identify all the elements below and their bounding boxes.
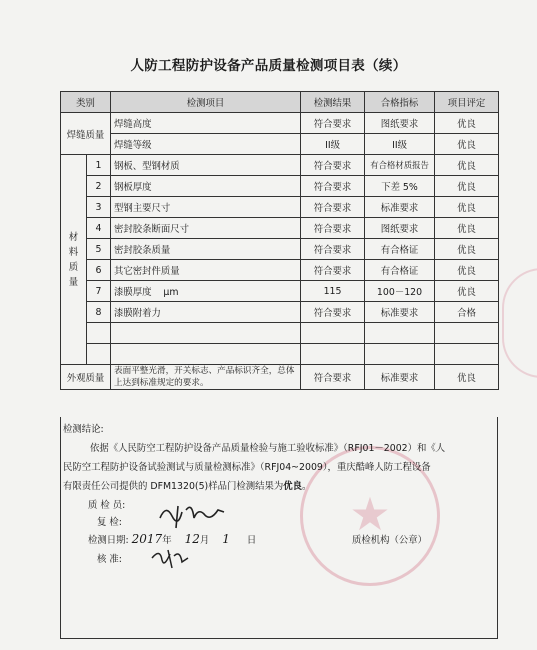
table-row bbox=[61, 134, 499, 155]
row-item: 密封胶条断面尺寸 bbox=[111, 218, 301, 239]
row-rating: 优良 bbox=[435, 239, 499, 260]
material-category-label: 材料质量 bbox=[68, 231, 79, 288]
row-number: 7 bbox=[87, 281, 111, 302]
row-number: 6 bbox=[87, 260, 111, 281]
row-number: 5 bbox=[87, 239, 111, 260]
table-row bbox=[61, 197, 499, 218]
row-rating: 优良 bbox=[435, 176, 499, 197]
table-row bbox=[61, 365, 499, 390]
date-day: 1 bbox=[222, 532, 230, 546]
table-row bbox=[61, 260, 499, 281]
table-row bbox=[61, 113, 499, 134]
reviewer-signature bbox=[158, 500, 228, 530]
row-standard: 标准要求 bbox=[365, 365, 435, 390]
row-item: 焊缝高度 bbox=[111, 113, 301, 134]
row-standard: 100－120 bbox=[365, 281, 435, 302]
row-rating: 合格 bbox=[435, 302, 499, 323]
header-rating: 项目评定 bbox=[435, 92, 499, 113]
row-item: 钢板厚度 bbox=[111, 176, 301, 197]
page-title: 人防工程防护设备产品质量检测项目表（续） bbox=[130, 58, 407, 74]
header-category: 类别 bbox=[61, 92, 111, 113]
conclusion-line-3 bbox=[63, 478, 311, 492]
table-row bbox=[61, 155, 499, 176]
row-rating: 优良 bbox=[435, 197, 499, 218]
header-item: 检测项目 bbox=[111, 92, 301, 113]
seal-stamp-edge bbox=[502, 268, 537, 378]
row-number: 8 bbox=[87, 302, 111, 323]
row-item: 漆膜附着力 bbox=[111, 302, 301, 323]
date-row bbox=[88, 532, 256, 546]
row-standard: 图纸要求 bbox=[365, 113, 435, 134]
approver-label: 核 准: bbox=[97, 554, 122, 565]
inspector-label: 质 检 员: bbox=[88, 500, 126, 511]
conclusion-result: 优良 bbox=[283, 481, 302, 492]
row-result: 115 bbox=[301, 281, 365, 302]
row-result: 符合要求 bbox=[301, 239, 365, 260]
row-standard: 图纸要求 bbox=[365, 218, 435, 239]
row-number: 1 bbox=[87, 155, 111, 176]
row-result: 符合要求 bbox=[301, 197, 365, 218]
date-month: 12 bbox=[184, 532, 200, 546]
table-row bbox=[61, 302, 499, 323]
row-result: 符合要求 bbox=[301, 155, 365, 176]
row-standard: 标准要求 bbox=[365, 302, 435, 323]
agency-seal-label: 质检机构（公章） bbox=[352, 535, 428, 546]
date-month-unit: 月 bbox=[199, 535, 210, 546]
row-item: 焊缝等级 bbox=[111, 134, 301, 155]
date-label: 检测日期: bbox=[88, 535, 129, 546]
header-standard: 合格指标 bbox=[365, 92, 435, 113]
table-row-empty bbox=[61, 344, 499, 365]
table-row bbox=[61, 239, 499, 260]
row-rating: 优良 bbox=[435, 281, 499, 302]
conclusion-line-2: 民防空工程防护设备试验测试与质量检测标准》（RFJ04~2009），重庆酷峰人防工程设备 bbox=[63, 462, 431, 473]
row-item: 型钢主要尺寸 bbox=[111, 197, 301, 218]
row-item: 钢板、型钢材质 bbox=[111, 155, 301, 176]
row-standard: II级 bbox=[365, 134, 435, 155]
table-row bbox=[61, 218, 499, 239]
inspection-table bbox=[60, 91, 499, 390]
material-category bbox=[61, 155, 87, 365]
row-result: 符合要求 bbox=[301, 176, 365, 197]
row-number: 3 bbox=[87, 197, 111, 218]
row-item: 密封胶条质量 bbox=[111, 239, 301, 260]
conclusion-label: 检测结论: bbox=[63, 424, 104, 435]
row-result: 符合要求 bbox=[301, 365, 365, 390]
row-rating: 优良 bbox=[435, 155, 499, 176]
row-standard: 标准要求 bbox=[365, 197, 435, 218]
row-result: 符合要求 bbox=[301, 302, 365, 323]
row-result: 符合要求 bbox=[301, 260, 365, 281]
row-item: 漆膜厚度 μm bbox=[111, 281, 301, 302]
conclusion-line-1: 依据《人民防空工程防护设备产品质量检验与施工验收标准》（RFJ01－2002）和《人 bbox=[90, 443, 446, 454]
approver-signature bbox=[150, 546, 190, 570]
row-standard: 有合格证 bbox=[365, 260, 435, 281]
row-rating: 优良 bbox=[435, 218, 499, 239]
date-year: 2017 bbox=[131, 532, 163, 546]
seal-star-icon: ★ bbox=[349, 487, 391, 541]
date-year-unit: 年 bbox=[162, 535, 172, 546]
date-day-unit: 日 bbox=[246, 535, 257, 546]
header-result: 检测结果 bbox=[301, 92, 365, 113]
table-header bbox=[61, 92, 499, 113]
row-rating: 优良 bbox=[435, 260, 499, 281]
appearance-category: 外观质量 bbox=[61, 365, 111, 390]
conclusion-line-3-text: 有限责任公司提供的 DFM1320(5)样品门检测结果为 bbox=[63, 481, 284, 492]
row-number: 4 bbox=[87, 218, 111, 239]
row-result: 符合要求 bbox=[301, 218, 365, 239]
row-result: II级 bbox=[301, 134, 365, 155]
weld-category: 焊缝质量 bbox=[61, 113, 111, 155]
row-rating: 优良 bbox=[435, 365, 499, 390]
table-row bbox=[61, 176, 499, 197]
row-number: 2 bbox=[87, 176, 111, 197]
reviewer-label: 复 检: bbox=[97, 517, 122, 528]
row-result: 符合要求 bbox=[301, 113, 365, 134]
row-item: 其它密封件质量 bbox=[111, 260, 301, 281]
table-row-empty bbox=[61, 323, 499, 344]
row-standard: 有合格材质报告 bbox=[365, 155, 435, 176]
table-row bbox=[61, 281, 499, 302]
row-rating: 优良 bbox=[435, 113, 499, 134]
row-rating: 优良 bbox=[435, 134, 499, 155]
conclusion-line-3-end: 。 bbox=[301, 481, 312, 492]
appearance-description: 表面平整光滑，开关标志、产品标识齐全，总体上达到标准规定的要求。 bbox=[111, 365, 301, 390]
row-standard: 下差 5% bbox=[365, 176, 435, 197]
row-standard: 有合格证 bbox=[365, 239, 435, 260]
